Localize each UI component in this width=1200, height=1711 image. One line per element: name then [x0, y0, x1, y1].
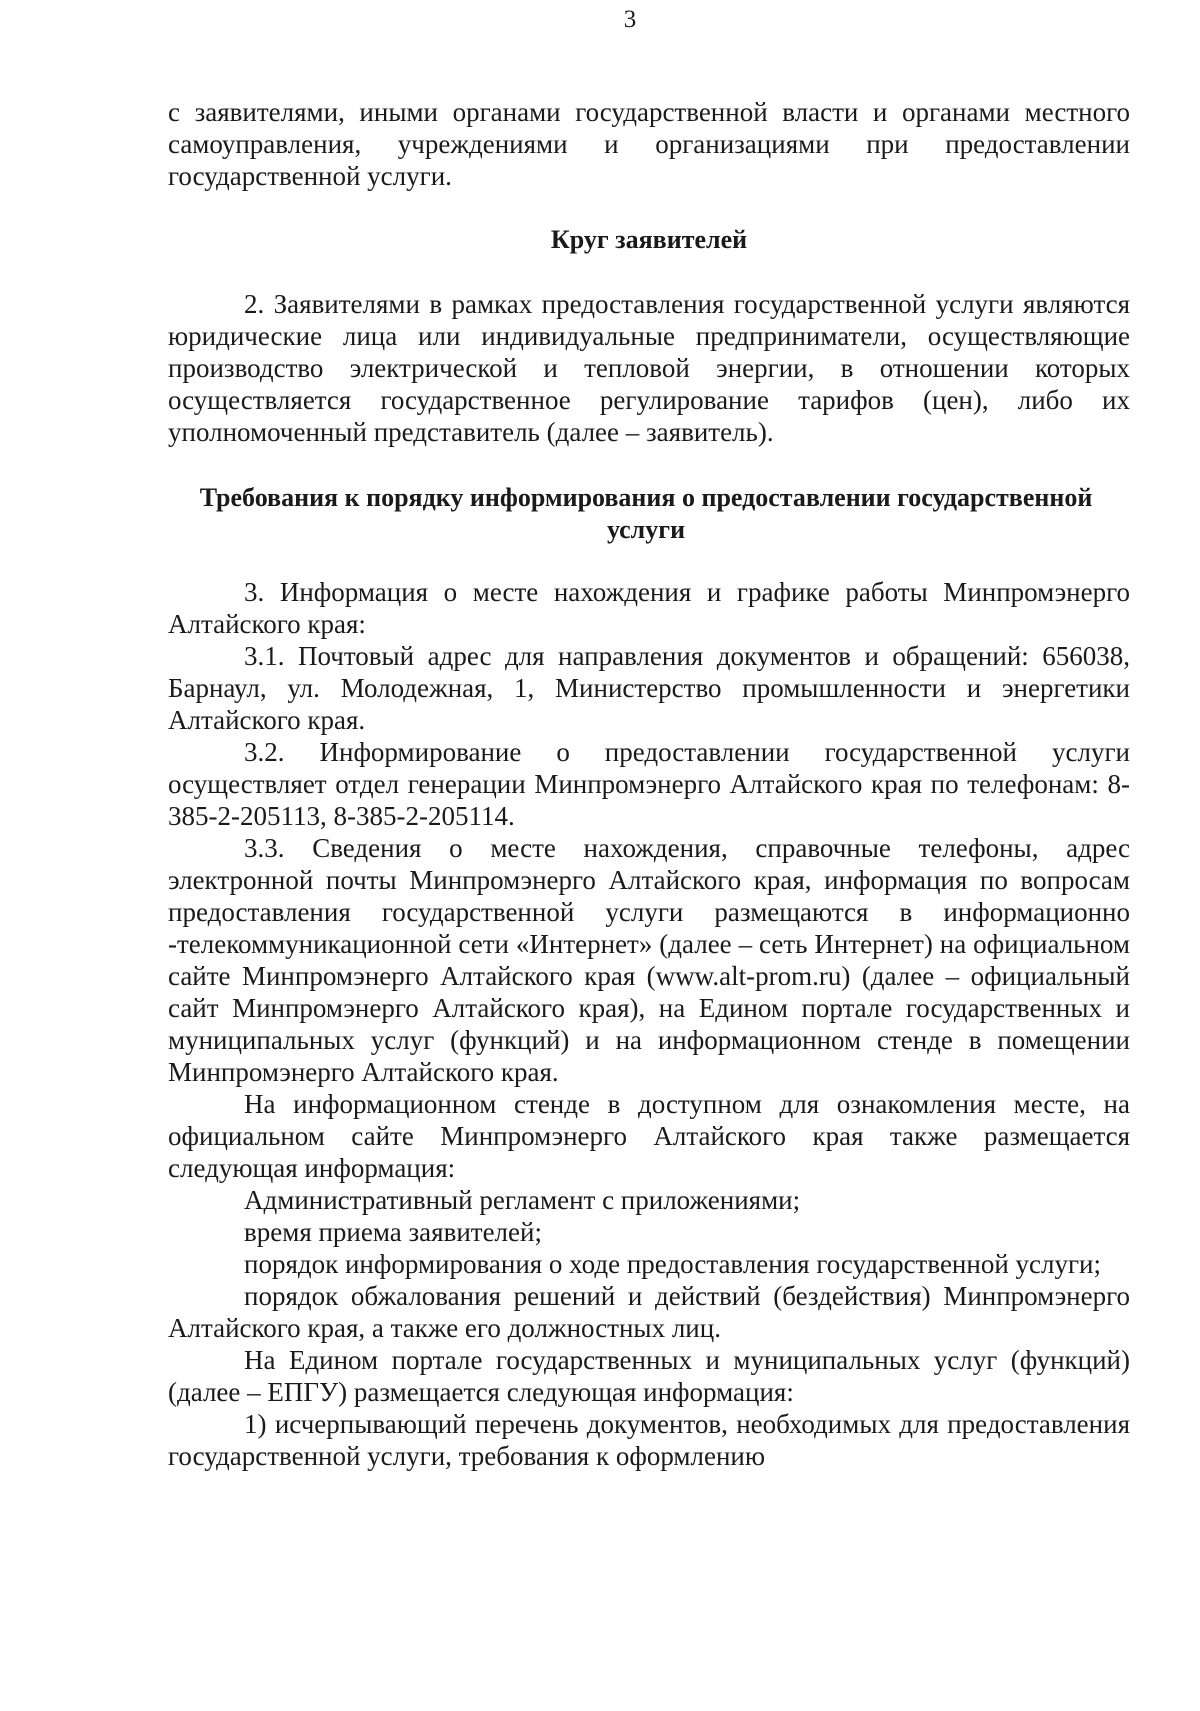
paragraph-info-stand-intro: На информационном стенде в доступном для ознакомления месте, на официальном сайте Минпромэнерго Алтайского края также размещается следующая информация:	[168, 1089, 1130, 1183]
paragraph-epgu-item-1: 1) исчерпывающий перечень документов, необходимых для предоставления государственной услуги, требования к оформлению	[168, 1409, 1130, 1471]
heading-applicants: Круг заявителей	[550, 225, 748, 254]
paragraph-section-3: 3. Информация о месте нахождения и графике работы Минпромэнерго Алтайского края:	[168, 577, 1130, 639]
document-body	[168, 96, 1130, 1472]
paragraph-section-3-1: 3.1. Почтовый адрес для направления документов и обращений: 656038, Барнаул, ул. Молодежная, 1, Министерство промышленности и энергетики Алтайского края.	[168, 641, 1130, 735]
info-item-regulation: Административный регламент с приложениями;	[244, 1185, 801, 1215]
paragraph-intro: с заявителями, иными органами государственной власти и органами местного самоуправления, учреждениями и организациями при предоставлении государственной услуги.	[168, 97, 1130, 191]
heading-informing-requirements: Требования к порядку информирования о предоставлении государственной услуги	[199, 483, 1093, 544]
info-item-appeal-order: порядок обжалования решений и действий (бездействия) Минпромэнерго Алтайского края, а также его должностных лиц.	[168, 1281, 1130, 1343]
info-item-informing-order: порядок информирования о ходе предоставления государственной услуги;	[244, 1249, 1102, 1279]
info-item-reception-time: время приема заявителей;	[244, 1217, 542, 1247]
page-number: 3	[623, 6, 637, 33]
paragraph-epgu-intro: На Едином портале государственных и муниципальных услуг (функций) (далее – ЕПГУ) размещается следующая информация:	[168, 1345, 1130, 1407]
paragraph-section-2: 2. Заявителями в рамках предоставления государственной услуги являются юридические лица или индивидуальные предприниматели, осуществляющие производство электрической и тепловой энергии, в отношении которых осуществляется государственное регулирование тарифов (цен), либо их уполномоченный представитель (далее – заявитель).	[168, 289, 1130, 447]
paragraph-section-3-2: 3.2. Информирование о предоставлении государственной услуги осуществляет отдел генерации Минпромэнерго Алтайского края по телефонам: 8-385-2-205113, 8-385-2-205114.	[168, 737, 1130, 831]
paragraph-section-3-3: 3.3. Сведения о месте нахождения, справочные телефоны, адрес электронной почты Минпромэнерго Алтайского края, информация по вопросам предоставления государственной услуги размещаются в информационно -телекоммуникационной сети «Интернет» (далее – сеть Интернет) на официальном сайте Минпромэнерго Алтайского края (www.alt-prom.ru) (далее – официальный сайт Минпромэнерго Алтайского края), на Едином портале государственных и муниципальных услуг (функций) и на информационном стенде в помещении Минпромэнерго Алтайского края.	[168, 833, 1130, 1087]
